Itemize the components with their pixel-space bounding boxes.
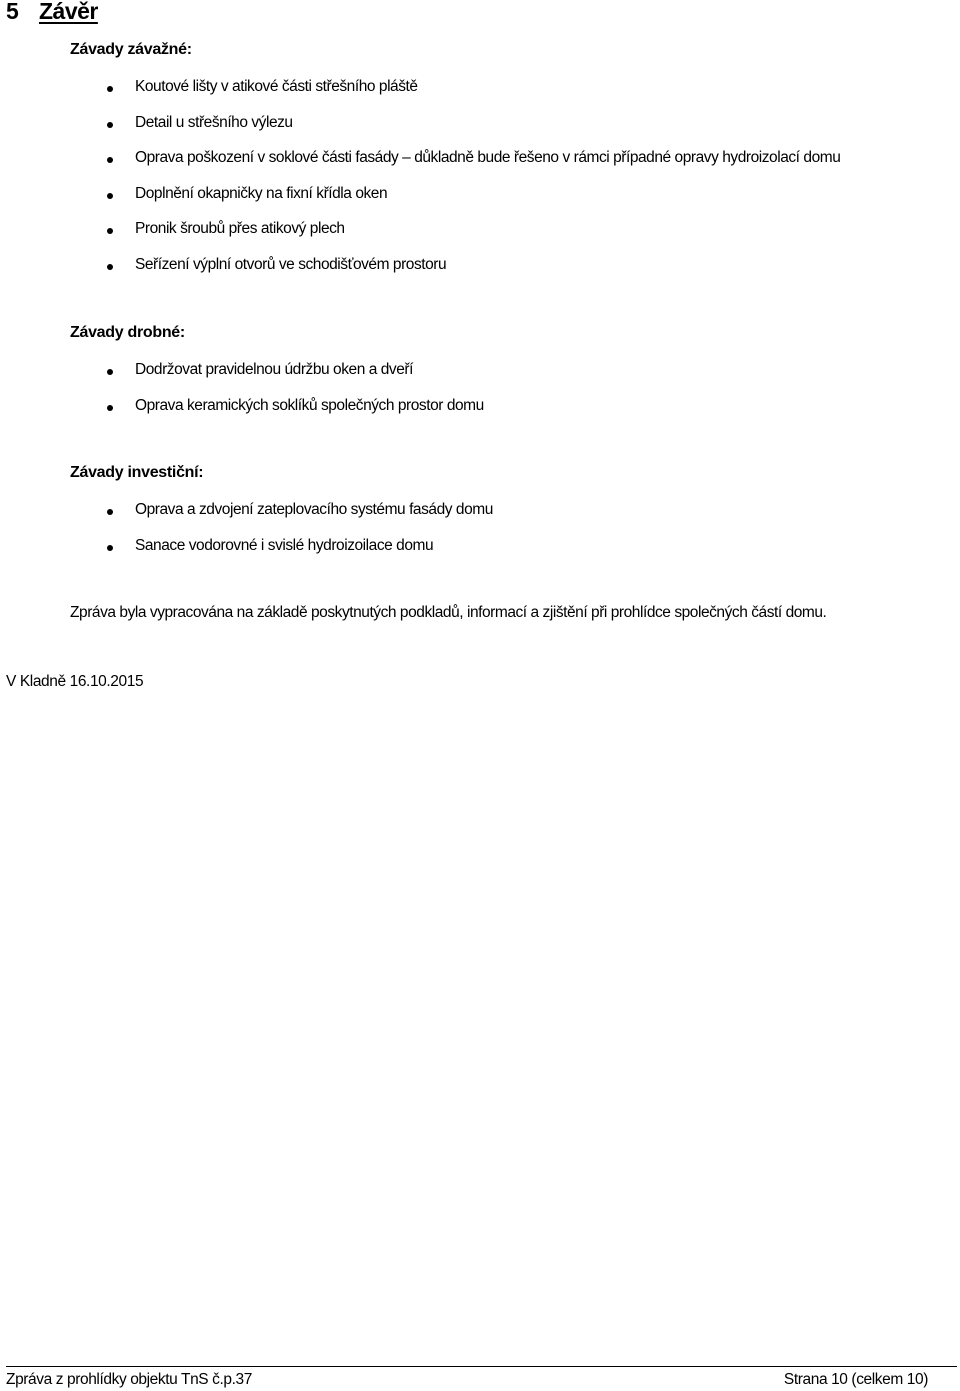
footer-document-title: Zpráva z prohlídky objektu TnS č.p.37: [6, 1371, 252, 1388]
list-item: Koutové lišty v atikové části střešního pláště: [0, 78, 960, 114]
bullet-icon: [107, 193, 113, 199]
footer-page-number: Strana 10 (celkem 10): [783, 1371, 928, 1388]
chapter-title: Závěr: [39, 0, 98, 24]
list-item: Sanace vodorovné i svislé hydroizoilace domu: [0, 537, 960, 573]
list-item: Oprava poškození v soklové části fasády – důkladně bude řešeno v rámci případné opravy hydroizolací domu: [0, 149, 960, 185]
section-heading-minor: Závady drobné:: [70, 324, 185, 341]
bullet-icon: [107, 405, 113, 411]
list-serious-defects: [0, 78, 960, 292]
place-date: V Kladně 16.10.2015: [6, 673, 144, 690]
section-heading-serious: Závady závažné:: [70, 41, 192, 58]
bullet-icon: [107, 157, 113, 163]
section-heading-investment: Závady investiční:: [70, 464, 204, 481]
list-item: Seřízení výplní otvorů ve schodišťovém prostoru: [0, 256, 960, 292]
footer-divider: [6, 1366, 957, 1367]
list-item: Dodržovat pravidelnou údržbu oken a dveří: [0, 361, 960, 397]
list-minor-defects: [0, 361, 960, 432]
conclusion-paragraph: Zpráva byla vypracována na základě poskytnutých podkladů, informací a zjištění při prohlídce společných částí domu.: [70, 604, 827, 621]
list-item: Doplnění okapničky na fixní křídla oken: [0, 185, 960, 221]
bullet-icon: [107, 86, 113, 92]
list-investment-defects: [0, 501, 960, 572]
list-item: Oprava a zdvojení zateplovacího systému fasády domu: [0, 501, 960, 537]
bullet-icon: [107, 369, 113, 375]
chapter-number: 5: [6, 0, 19, 24]
list-item: Oprava keramických soklíků společných prostor domu: [0, 397, 960, 433]
bullet-icon: [107, 228, 113, 234]
bullet-icon: [107, 122, 113, 128]
bullet-icon: [107, 509, 113, 515]
chapter-heading: [6, 0, 98, 25]
bullet-icon: [107, 545, 113, 551]
list-item: Pronik šroubů přes atikový plech: [0, 220, 960, 256]
bullet-icon: [107, 264, 113, 270]
list-item: Detail u střešního výlezu: [0, 114, 960, 150]
